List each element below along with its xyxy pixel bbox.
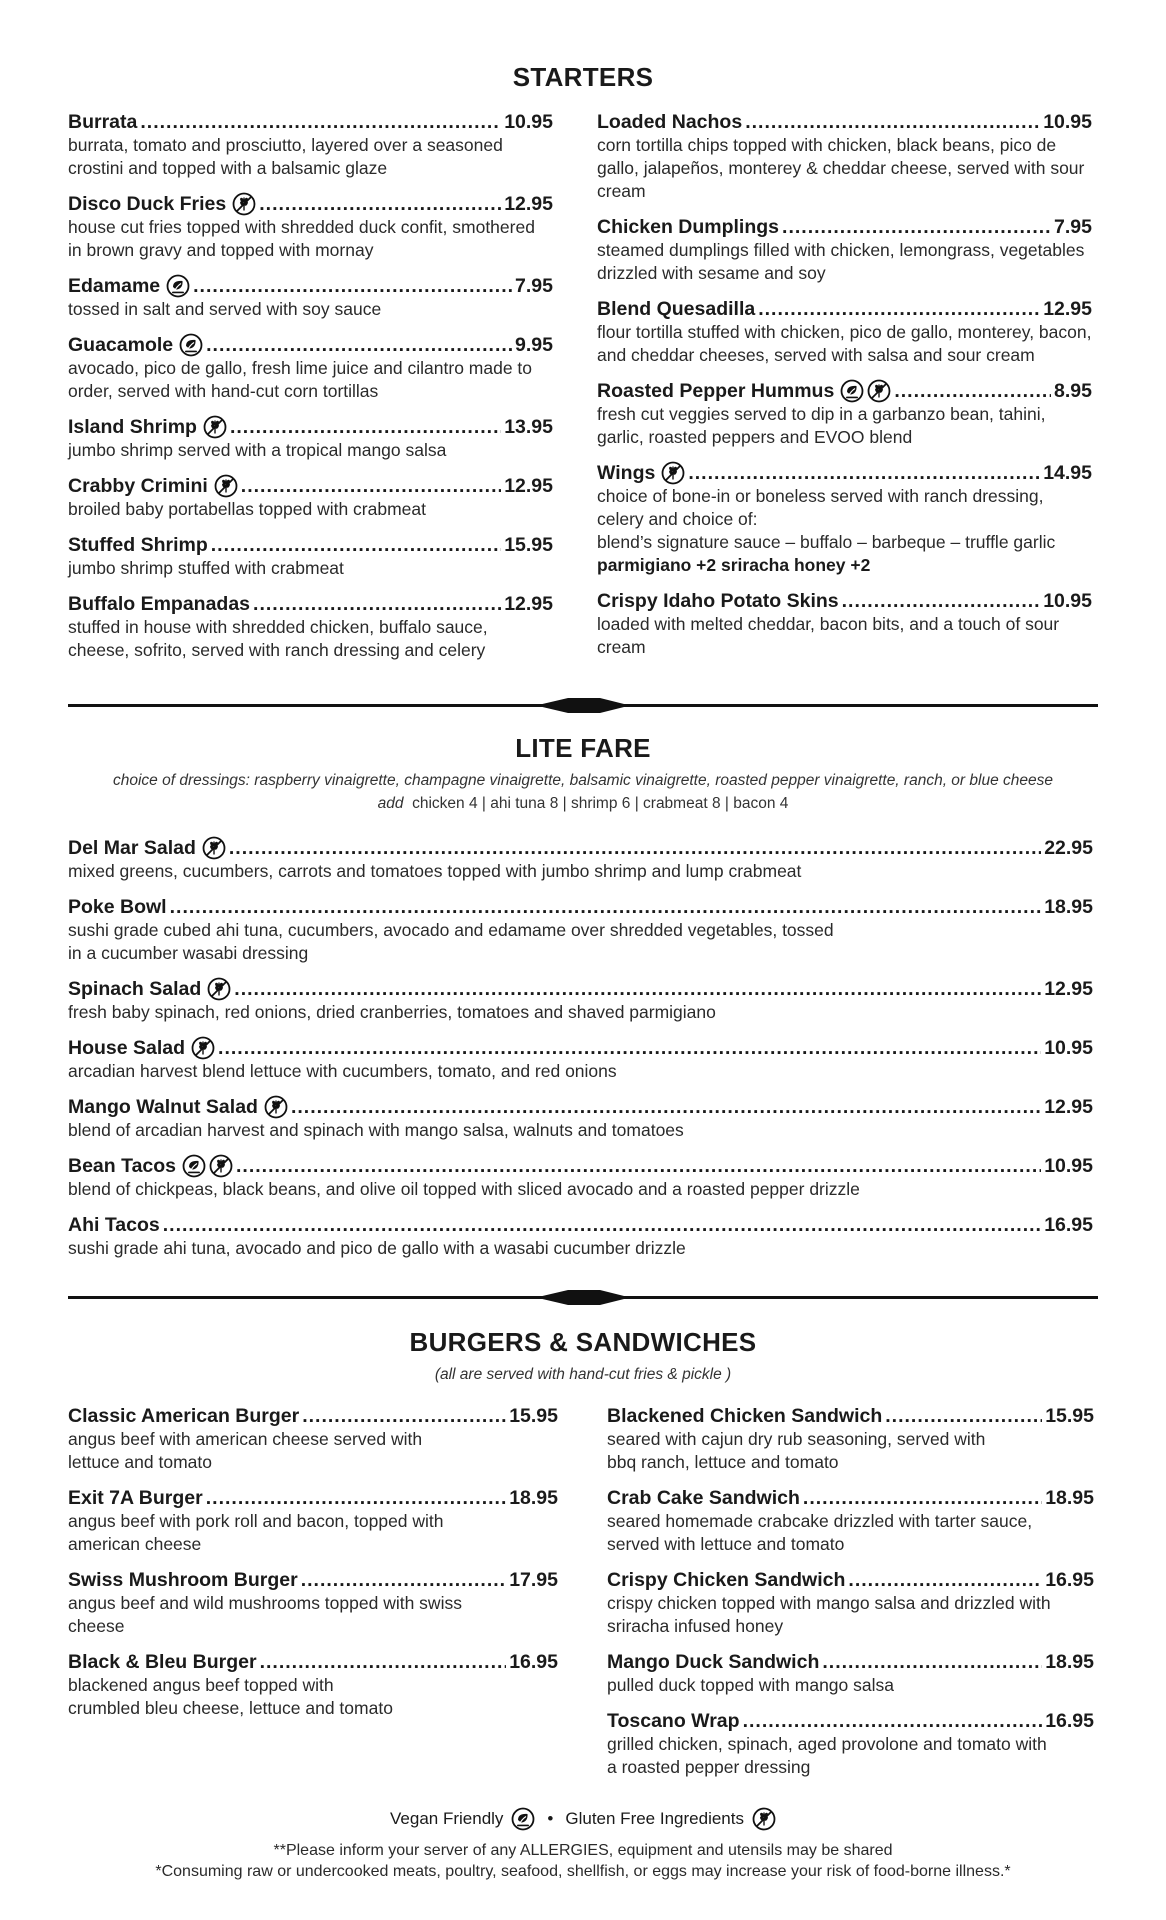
item-price: 18.95 [1044, 896, 1093, 918]
gluten-free-wheat-icon [232, 192, 256, 216]
menu-item-header [68, 1650, 558, 1674]
item-description: seared homemade crabcake drizzled with tarter sauce, [607, 1511, 1033, 1531]
item-price: 22.95 [1044, 837, 1093, 859]
menu-item-header [597, 297, 1092, 321]
item-name: Mango Walnut Salad [68, 1096, 258, 1118]
dot-leader [688, 461, 1040, 485]
item-price: 18.95 [1045, 1487, 1094, 1509]
item-price: 10.95 [504, 111, 553, 133]
item-name: Bean Tacos [68, 1155, 177, 1177]
menu-item-header [68, 1568, 558, 1592]
dot-leader [230, 415, 501, 439]
legend-bullet: • [547, 1809, 554, 1828]
menu-item-header [597, 461, 1092, 485]
menu-item [68, 1036, 1093, 1083]
item-name: Crispy Chicken Sandwich [607, 1569, 846, 1591]
menu-item-header [68, 1095, 1093, 1119]
item-description: sushi grade cubed ahi tuna, cucumbers, avocado and edamame over shredded vegetables, tossed [68, 920, 834, 940]
menu-item [68, 192, 553, 262]
item-diet-icons [182, 1154, 233, 1178]
dot-leader [218, 1036, 1041, 1060]
menu-item-header [68, 592, 553, 616]
item-description: burrata, tomato and prosciutto, layered over a seasoned crostini and topped with a balsamic glaze [68, 135, 503, 178]
menu-item-header [68, 1036, 1093, 1060]
menu-item-header [607, 1404, 1094, 1428]
gluten-free-wheat-icon [209, 1154, 233, 1178]
item-description: grilled chicken, spinach, aged provolone and tomato with [607, 1734, 1047, 1754]
item-description: angus beef with pork roll and bacon, topped with [68, 1511, 444, 1531]
menu-item-header [607, 1709, 1094, 1733]
item-description: avocado, pico de gallo, fresh lime juice and cilantro made to order, served with hand-cut corn tortillas [68, 358, 533, 401]
item-name: Spinach Salad [68, 978, 202, 1000]
vegan-leaf-icon [179, 333, 203, 357]
section-divider [68, 697, 1098, 713]
item-description-cont: served with lettuce and tomato [607, 1534, 845, 1554]
dot-leader [211, 533, 501, 557]
item-description: choice of bone-in or boneless served with ranch dressing, celery and choice of: [597, 486, 1044, 529]
dot-leader [758, 297, 1040, 321]
item-description: fresh baby spinach, red onions, dried cranberries, tomatoes and shaved parmigiano [68, 1002, 716, 1022]
item-name: Roasted Pepper Hummus [597, 380, 835, 402]
vegan-leaf-icon [511, 1807, 535, 1831]
add-ons-note [0, 795, 1166, 813]
menu-item [597, 297, 1092, 367]
item-description-cont: cheese [68, 1616, 125, 1636]
item-price: 18.95 [509, 1487, 558, 1509]
menu-item-header [597, 215, 1092, 239]
item-description: pulled duck topped with mango salsa [607, 1675, 894, 1695]
item-description: corn tortilla chips topped with chicken, black beans, pico de gallo, jalapeños, monterey & cheddar cheese, served with sour cream [597, 135, 1085, 201]
footer-notes [0, 1840, 1166, 1882]
item-description: jumbo shrimp served with a tropical mango salsa [68, 440, 447, 460]
gluten-free-legend-label: Gluten Free Ingredients [565, 1809, 744, 1828]
menu-item [607, 1486, 1094, 1556]
item-description: blend of chickpeas, black beans, and olive oil topped with sliced avocado and a roasted pepper drizzle [68, 1179, 860, 1199]
dot-leader [170, 895, 1042, 919]
item-description-cont: a roasted pepper dressing [607, 1757, 811, 1777]
menu-item [597, 461, 1092, 577]
dot-leader [301, 1568, 506, 1592]
menu-item [607, 1568, 1094, 1638]
dot-leader [885, 1404, 1042, 1428]
section-title-lite-fare: LITE FARE [515, 733, 651, 763]
menu-item [68, 592, 553, 662]
menu-item-header [68, 192, 553, 216]
menu-item [68, 474, 553, 521]
item-diet-icons [232, 192, 256, 216]
item-price: 10.95 [1043, 111, 1092, 133]
item-name: Burrata [68, 111, 138, 133]
item-price: 15.95 [1045, 1405, 1094, 1427]
item-name: Edamame [68, 275, 161, 297]
item-diet-icons [203, 415, 227, 439]
menu-item [68, 110, 553, 180]
menu-item-header [597, 110, 1092, 134]
item-name: Stuffed Shrimp [68, 534, 208, 556]
item-price: 12.95 [504, 593, 553, 615]
menu-item-header [68, 110, 553, 134]
item-price: 16.95 [1045, 1710, 1094, 1732]
menu-item [68, 977, 1093, 1024]
dot-leader [894, 379, 1051, 403]
starters-left-column [68, 110, 553, 674]
gluten-free-wheat-icon [752, 1807, 776, 1831]
vegan-leaf-icon [840, 379, 864, 403]
item-price: 15.95 [509, 1405, 558, 1427]
item-name: Chicken Dumplings [597, 216, 780, 238]
burgers-right-column [607, 1404, 1094, 1791]
dot-leader [236, 1154, 1041, 1178]
item-description-cont: sriracha infused honey [607, 1616, 784, 1636]
item-description-cont: blend’s signature sauce – buffalo – barbeque – truffle garlic [597, 532, 1056, 552]
menu-item-header [607, 1486, 1094, 1510]
dot-leader [259, 192, 501, 216]
item-price: 13.95 [504, 416, 553, 438]
add-options: chicken 4 | ahi tuna 8 | shrimp 6 | crabmeat 8 | bacon 4 [412, 795, 789, 812]
menu-item [68, 1154, 1093, 1201]
gluten-free-wheat-icon [202, 836, 226, 860]
item-description-cont: in a cucumber wasabi dressing [68, 943, 309, 963]
dot-leader [842, 589, 1041, 613]
dot-leader [163, 1213, 1041, 1237]
menu-item [68, 1095, 1093, 1142]
item-description-cont: crumbled bleu cheese, lettuce and tomato [68, 1698, 393, 1718]
item-description: loaded with melted cheddar, bacon bits, and a touch of sour cream [597, 614, 1060, 657]
item-description: steamed dumplings filled with chicken, lemongrass, vegetables drizzled with sesame and soy [597, 240, 1085, 283]
item-price: 14.95 [1043, 462, 1092, 484]
dot-leader [260, 1650, 507, 1674]
legend-icon-wrap [511, 1807, 535, 1831]
item-diet-icons [179, 333, 203, 357]
section-title-burgers: BURGERS & SANDWICHES [409, 1327, 757, 1357]
menu-item [68, 1213, 1093, 1260]
dietary-legend [0, 1807, 1166, 1831]
menu-item [68, 836, 1093, 883]
item-name: Crabby Crimini [68, 475, 208, 497]
item-name: Loaded Nachos [597, 111, 743, 133]
item-name: Disco Duck Fries [68, 193, 227, 215]
item-price: 16.95 [1045, 1569, 1094, 1591]
item-name: Exit 7A Burger [68, 1487, 203, 1509]
item-price: 18.95 [1045, 1651, 1094, 1673]
burgers-subtitle: (all are served with hand-cut fries & pickle ) [434, 1366, 732, 1383]
menu-item-header [68, 977, 1093, 1001]
item-price: 10.95 [1043, 590, 1092, 612]
item-description: jumbo shrimp stuffed with crabmeat [68, 558, 344, 578]
item-name: Poke Bowl [68, 896, 167, 918]
section-divider [68, 1289, 1098, 1305]
item-diet-icons [661, 461, 685, 485]
dot-leader [745, 110, 1040, 134]
item-name: Toscano Wrap [607, 1710, 740, 1732]
menu-item-header [597, 589, 1092, 613]
menu-item-header [68, 895, 1093, 919]
item-description: flour tortilla stuffed with chicken, pico de gallo, monterey, bacon, and cheddar cheeses, served with salsa and sour cream [597, 322, 1092, 365]
item-name: Mango Duck Sandwich [607, 1651, 820, 1673]
dot-leader [193, 274, 512, 298]
menu-item [607, 1709, 1094, 1779]
dot-leader [782, 215, 1051, 239]
gluten-free-wheat-icon [203, 415, 227, 439]
item-name: Buffalo Empanadas [68, 593, 251, 615]
dot-leader [206, 1486, 506, 1510]
item-price: 12.95 [504, 475, 553, 497]
menu-item [68, 533, 553, 580]
item-description: sushi grade ahi tuna, avocado and pico de gallo with a wasabi cucumber drizzle [68, 1238, 686, 1258]
item-diet-icons [202, 836, 226, 860]
item-description: angus beef with american cheese served with [68, 1429, 423, 1449]
menu-item-header [68, 533, 553, 557]
item-name: Blackened Chicken Sandwich [607, 1405, 883, 1427]
menu-item [68, 895, 1093, 965]
item-name: Del Mar Salad [68, 837, 196, 859]
gluten-free-wheat-icon [207, 977, 231, 1001]
item-price: 16.95 [509, 1651, 558, 1673]
menu-item-header [68, 415, 553, 439]
dot-leader [229, 836, 1041, 860]
item-price: 8.95 [1054, 380, 1092, 402]
menu-item [68, 1404, 558, 1474]
dressings-note: choice of dressings: raspberry vinaigrette, champagne vinaigrette, balsamic vinaigrette, roasted pepper vinaigrette, ranch, or blue cheese [113, 772, 1053, 789]
item-name: Classic American Burger [68, 1405, 300, 1427]
menu-item-header [68, 1404, 558, 1428]
item-diet-icons [214, 474, 238, 498]
item-diet-icons [166, 274, 190, 298]
item-diet-icons [840, 379, 891, 403]
dot-leader [234, 977, 1041, 1001]
menu-item [68, 415, 553, 462]
item-name: Blend Quesadilla [597, 298, 756, 320]
item-description-cont: american cheese [68, 1534, 202, 1554]
menu-item-header [607, 1650, 1094, 1674]
item-price: 12.95 [1043, 298, 1092, 320]
item-description: blackened angus beef topped with [68, 1675, 334, 1695]
vegan-legend-label: Vegan Friendly [390, 1809, 504, 1828]
item-name: Guacamole [68, 334, 174, 356]
item-diet-icons [191, 1036, 215, 1060]
menu-item-header [607, 1568, 1094, 1592]
item-diet-icons [264, 1095, 288, 1119]
item-price: 17.95 [509, 1569, 558, 1591]
menu-item [68, 1650, 558, 1720]
menu-item [68, 333, 553, 403]
dot-leader [803, 1486, 1042, 1510]
item-description: broiled baby portabellas topped with crabmeat [68, 499, 426, 519]
menu-item [597, 215, 1092, 285]
menu-item-header [68, 1154, 1093, 1178]
gluten-free-wheat-icon [214, 474, 238, 498]
menu-item-header [597, 379, 1092, 403]
item-price: 16.95 [1044, 1214, 1093, 1236]
item-extra-options: parmigiano +2 sriracha honey +2 [597, 555, 871, 575]
dot-leader [291, 1095, 1041, 1119]
gluten-free-wheat-icon [867, 379, 891, 403]
item-description: house cut fries topped with shredded duck confit, smothered in brown gravy and topped with mornay [68, 217, 535, 260]
item-name: Black & Bleu Burger [68, 1651, 257, 1673]
vegan-leaf-icon [166, 274, 190, 298]
add-label: add [377, 795, 404, 812]
dot-leader [822, 1650, 1042, 1674]
menu-item [68, 274, 553, 321]
item-description: seared with cajun dry rub seasoning, served with [607, 1429, 986, 1449]
dot-leader [140, 110, 501, 134]
menu-item-header [68, 1486, 558, 1510]
item-price: 12.95 [1044, 1096, 1093, 1118]
dot-leader [848, 1568, 1042, 1592]
item-price: 7.95 [515, 275, 553, 297]
dot-leader [241, 474, 501, 498]
item-name: House Salad [68, 1037, 186, 1059]
item-description: angus beef and wild mushrooms topped with swiss [68, 1593, 462, 1613]
item-name: Wings [597, 462, 656, 484]
item-name: Crab Cake Sandwich [607, 1487, 800, 1509]
item-price: 7.95 [1054, 216, 1092, 238]
lite-fare-list [68, 836, 1093, 1272]
item-price: 12.95 [504, 193, 553, 215]
dot-leader [302, 1404, 506, 1428]
burgers-left-column [68, 1404, 558, 1732]
item-description: fresh cut veggies served to dip in a garbanzo bean, tahini, garlic, roasted peppers and EVOO blend [597, 404, 1046, 447]
menu-item [607, 1404, 1094, 1474]
dot-leader [253, 592, 501, 616]
gluten-free-wheat-icon [661, 461, 685, 485]
item-description: arcadian harvest blend lettuce with cucumbers, tomato, and red onions [68, 1061, 617, 1081]
menu-item-header [68, 474, 553, 498]
allergy-note: **Please inform your server of any ALLERGIES, equipment and utensils may be shared [273, 1842, 893, 1859]
menu-item-header [68, 836, 1093, 860]
item-description: stuffed in house with shredded chicken, buffalo sauce, cheese, sofrito, served with ranch dressing and celery [68, 617, 488, 660]
menu-item-header [68, 1213, 1093, 1237]
item-diet-icons [207, 977, 231, 1001]
gluten-free-wheat-icon [191, 1036, 215, 1060]
dot-leader [743, 1709, 1043, 1733]
item-name: Swiss Mushroom Burger [68, 1569, 298, 1591]
menu-item [607, 1650, 1094, 1697]
starters-right-column [597, 110, 1092, 671]
item-description: crispy chicken topped with mango salsa and drizzled with [607, 1593, 1051, 1613]
item-name: Island Shrimp [68, 416, 197, 438]
menu-item [68, 1486, 558, 1556]
gluten-free-wheat-icon [264, 1095, 288, 1119]
item-price: 15.95 [504, 534, 553, 556]
dot-leader [206, 333, 512, 357]
item-price: 10.95 [1044, 1155, 1093, 1177]
item-name: Crispy Idaho Potato Skins [597, 590, 839, 612]
menu-item [597, 589, 1092, 659]
menu-item [597, 110, 1092, 203]
legend-icon-wrap [752, 1807, 776, 1831]
item-price: 9.95 [515, 334, 553, 356]
item-name: Ahi Tacos [68, 1214, 160, 1236]
item-price: 12.95 [1044, 978, 1093, 1000]
item-description: blend of arcadian harvest and spinach with mango salsa, walnuts and tomatoes [68, 1120, 684, 1140]
item-description: mixed greens, cucumbers, carrots and tomatoes topped with jumbo shrimp and lump crabmeat [68, 861, 802, 881]
section-title-starters: STARTERS [512, 62, 654, 92]
vegan-leaf-icon [182, 1154, 206, 1178]
item-price: 10.95 [1044, 1037, 1093, 1059]
consumer-advisory: *Consuming raw or undercooked meats, poultry, seafood, shellfish, or eggs may increase your risk of food-borne illness.* [155, 1863, 1011, 1880]
menu-item-header [68, 333, 553, 357]
item-description-cont: lettuce and tomato [68, 1452, 212, 1472]
item-description: tossed in salt and served with soy sauce [68, 299, 382, 319]
menu-item [597, 379, 1092, 449]
menu-item [68, 1568, 558, 1638]
item-description-cont: bbq ranch, lettuce and tomato [607, 1452, 839, 1472]
menu-item-header [68, 274, 553, 298]
